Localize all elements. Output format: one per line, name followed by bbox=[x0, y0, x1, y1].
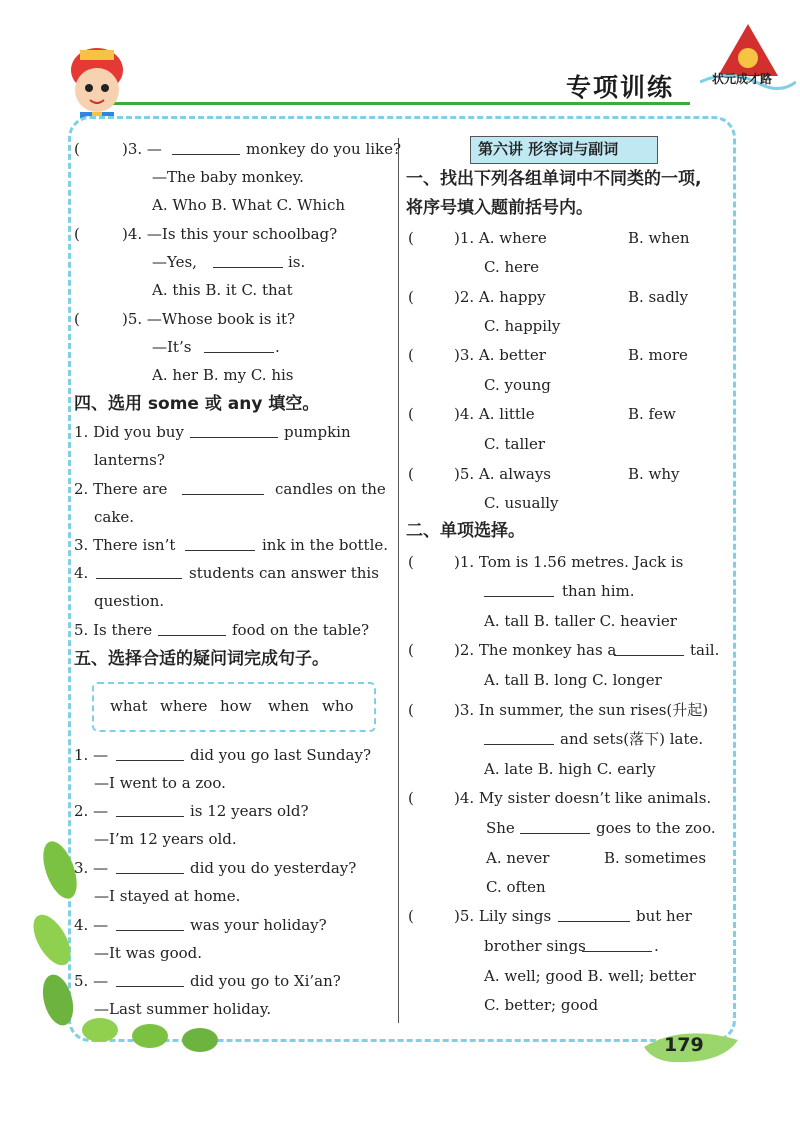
sentence: was your holiday? bbox=[190, 916, 327, 934]
options: A. tall B. taller C. heavier bbox=[484, 612, 677, 630]
choice-b: B. why bbox=[628, 465, 680, 483]
answer-blank[interactable] bbox=[520, 819, 590, 834]
question-text: )1. Tom is 1.56 metres. Jack is bbox=[454, 553, 684, 571]
choice-a: )4. A. little bbox=[454, 405, 535, 423]
options: A. this B. it C. that bbox=[152, 281, 293, 299]
question-text: She bbox=[486, 819, 515, 837]
question-text: and sets(落下) late. bbox=[560, 730, 704, 748]
options: A. late B. high C. early bbox=[484, 760, 656, 778]
paren-open: ( bbox=[408, 465, 414, 483]
question-text: goes to the zoo. bbox=[596, 819, 716, 837]
dialog-line: —The baby monkey. bbox=[152, 168, 304, 186]
answer-blank[interactable] bbox=[484, 582, 554, 597]
dialog-line: —Yes, bbox=[152, 253, 197, 271]
sentence: did you do yesterday? bbox=[190, 859, 357, 877]
column-divider bbox=[398, 138, 399, 1023]
sentence: ink in the bottle. bbox=[262, 536, 389, 554]
choice-a: )1. A. where bbox=[454, 229, 547, 247]
question-text: than him. bbox=[562, 582, 635, 600]
choice-b: B. when bbox=[628, 229, 690, 247]
answer-blank[interactable] bbox=[158, 621, 226, 636]
option-a: A. never bbox=[486, 849, 550, 867]
paren-open: ( bbox=[408, 288, 414, 306]
sentence: 3. — bbox=[74, 859, 109, 877]
answer-blank[interactable] bbox=[96, 564, 182, 579]
section-title: 四、选用 some 或 any 填空。 bbox=[74, 394, 320, 414]
choice-b: B. sadly bbox=[628, 288, 689, 306]
sentence: is 12 years old? bbox=[190, 802, 309, 820]
section-title-cont: 将序号填入题前括号内。 bbox=[406, 198, 593, 218]
answer-blank[interactable] bbox=[582, 937, 652, 952]
options: C. better; good bbox=[484, 996, 599, 1014]
options: A. well; good B. well; better bbox=[484, 967, 696, 985]
options: A. Who B. What C. Which bbox=[152, 196, 346, 214]
question-text: )4. My sister doesn’t like animals. bbox=[454, 789, 712, 807]
sentence: 1. — bbox=[74, 746, 109, 764]
sentence: food on the table? bbox=[232, 621, 370, 639]
choice-c: C. usually bbox=[484, 494, 559, 512]
question-text: monkey do you like? bbox=[246, 140, 402, 158]
answer-line: —I went to a zoo. bbox=[94, 774, 226, 792]
banner-title: 专项训练 bbox=[566, 73, 675, 102]
dialog-line-end: is. bbox=[288, 253, 306, 271]
question-text: )5. Lily sings bbox=[454, 907, 552, 925]
sentence: lanterns? bbox=[94, 451, 165, 469]
sentence: 5. — bbox=[74, 972, 109, 990]
choice-b: B. few bbox=[628, 405, 676, 423]
paren-open: ( bbox=[74, 310, 80, 328]
word-bank-item: who bbox=[322, 697, 354, 715]
answer-line: —I’m 12 years old. bbox=[94, 830, 237, 848]
paren-open: ( bbox=[408, 229, 414, 247]
choice-b: B. more bbox=[628, 346, 688, 364]
answer-blank[interactable] bbox=[116, 859, 184, 874]
answer-line: —It was good. bbox=[94, 944, 203, 962]
sentence: question. bbox=[94, 592, 165, 610]
answer-line: —I stayed at home. bbox=[94, 887, 241, 905]
dialog-line: —It’s bbox=[152, 338, 192, 356]
page-number: 179 bbox=[664, 1034, 704, 1056]
answer-blank[interactable] bbox=[614, 641, 684, 656]
question-text: )3. In summer, the sun rises(升起) bbox=[454, 701, 709, 719]
logo-text: 状元成才路 bbox=[712, 72, 773, 86]
sentence: 3. There isn’t bbox=[74, 536, 176, 554]
paren-open: ( bbox=[408, 701, 414, 719]
question-prefix: )3. — bbox=[122, 140, 162, 158]
question-text: tail. bbox=[690, 641, 720, 659]
word-bank-item: how bbox=[220, 697, 252, 715]
sentence: pumpkin bbox=[284, 423, 351, 441]
answer-blank[interactable] bbox=[484, 730, 554, 745]
paren-open: ( bbox=[408, 405, 414, 423]
answer-blank[interactable] bbox=[116, 972, 184, 987]
sentence: cake. bbox=[94, 508, 135, 526]
paren-open: ( bbox=[408, 789, 414, 807]
word-bank-item: where bbox=[160, 697, 208, 715]
sentence: 4. — bbox=[74, 916, 109, 934]
paren-open: ( bbox=[408, 907, 414, 925]
choice-c: C. here bbox=[484, 258, 540, 276]
section-title: 二、单项选择。 bbox=[406, 521, 525, 541]
answer-blank[interactable] bbox=[116, 802, 184, 817]
answer-blank[interactable] bbox=[116, 916, 184, 931]
answer-blank[interactable] bbox=[204, 338, 274, 353]
answer-blank[interactable] bbox=[213, 253, 283, 268]
dialog-line-end: . bbox=[275, 338, 280, 356]
sentence: did you go last Sunday? bbox=[190, 746, 371, 764]
choice-a: )5. A. always bbox=[454, 465, 551, 483]
answer-blank[interactable] bbox=[558, 907, 630, 922]
sentence: 4. bbox=[74, 564, 89, 582]
choice-c: C. happily bbox=[484, 317, 561, 335]
paren-open: ( bbox=[74, 140, 80, 158]
logo-icon bbox=[700, 22, 796, 106]
answer-blank[interactable] bbox=[190, 423, 278, 438]
question-text: but her bbox=[636, 907, 692, 925]
choice-c: C. young bbox=[484, 376, 551, 394]
section-title: 五、选择合适的疑问词完成句子。 bbox=[74, 649, 329, 669]
answer-blank[interactable] bbox=[116, 746, 184, 761]
question-text: . bbox=[654, 937, 659, 955]
choice-a: )2. A. happy bbox=[454, 288, 546, 306]
options: A. tall B. long C. longer bbox=[484, 671, 662, 689]
question-text: )2. The monkey has a bbox=[454, 641, 617, 659]
paren-open: ( bbox=[408, 553, 414, 571]
sentence: did you go to Xi’an? bbox=[190, 972, 341, 990]
section-title: 一、找出下列各组单词中不同类的一项, bbox=[406, 169, 702, 189]
choice-a: )3. A. better bbox=[454, 346, 546, 364]
sentence: 2. — bbox=[74, 802, 109, 820]
sentence: 2. There are bbox=[74, 480, 168, 498]
answer-blank[interactable] bbox=[182, 480, 264, 495]
sentence: candles on the bbox=[275, 480, 386, 498]
answer-line: —Last summer holiday. bbox=[94, 1000, 272, 1018]
options: A. her B. my C. his bbox=[152, 366, 294, 384]
answer-blank[interactable] bbox=[172, 140, 240, 155]
paren-open: ( bbox=[74, 225, 80, 243]
word-bank-item: when bbox=[268, 697, 310, 715]
question-text: brother sings bbox=[484, 937, 586, 955]
choice-c: C. taller bbox=[484, 435, 546, 453]
sentence: students can answer this bbox=[189, 564, 379, 582]
sentence: 1. Did you buy bbox=[74, 423, 184, 441]
paren-open: ( bbox=[408, 641, 414, 659]
question-text: )5. —Whose book is it? bbox=[122, 310, 296, 328]
sentence: 5. Is there bbox=[74, 621, 153, 639]
lesson-title: 第六讲 形容词与副词 bbox=[478, 140, 619, 158]
paren-open: ( bbox=[408, 346, 414, 364]
option-c: C. often bbox=[486, 878, 546, 896]
option-b: B. sometimes bbox=[604, 849, 707, 867]
answer-blank[interactable] bbox=[185, 536, 255, 551]
word-bank-item: what bbox=[110, 697, 148, 715]
question-text: )4. —Is this your schoolbag? bbox=[122, 225, 338, 243]
